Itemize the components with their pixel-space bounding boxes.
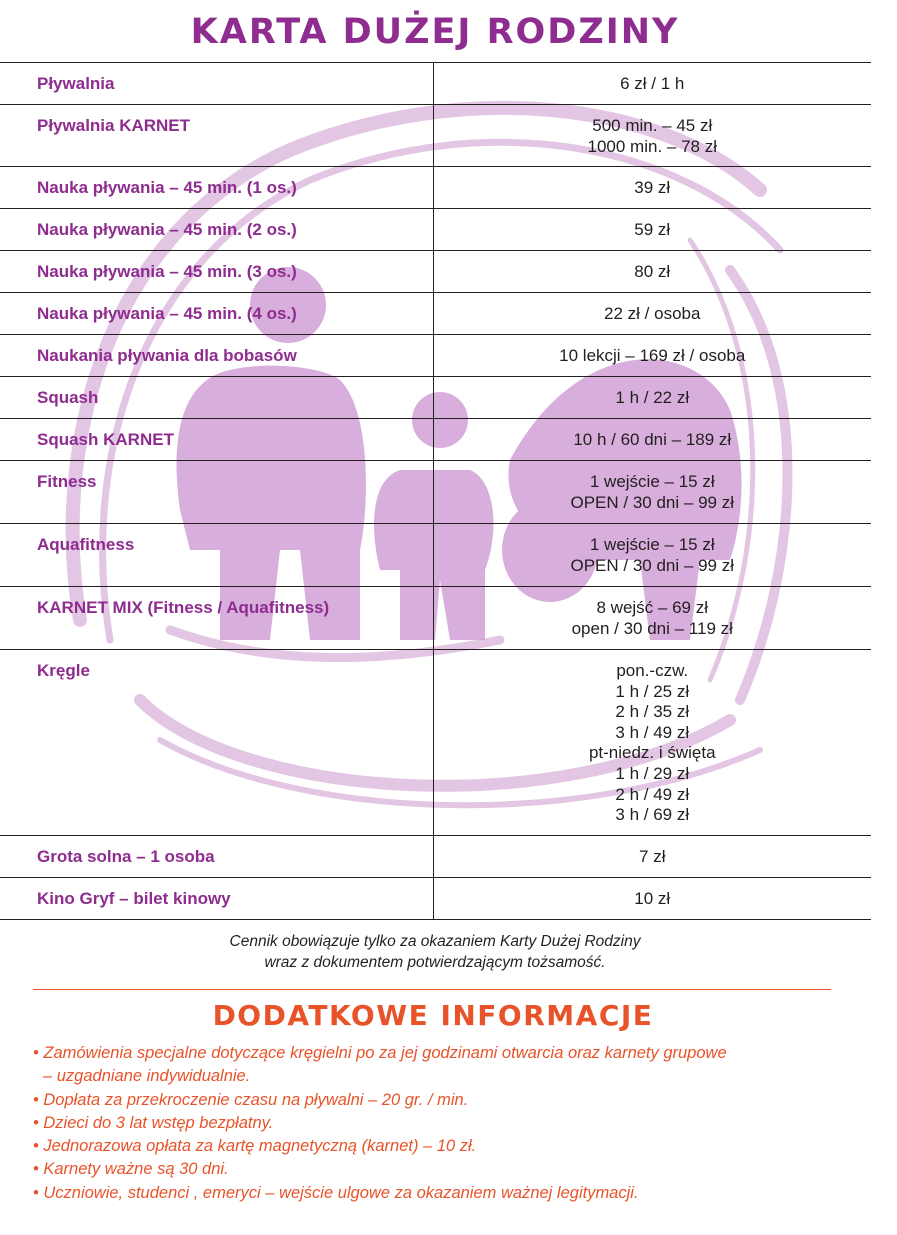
price-line: 8 wejść – 69 zł [596, 598, 708, 617]
price-line: 59 zł [634, 220, 671, 239]
price-row [0, 167, 871, 209]
info-item-text: • Uczniowie, studenci , emeryci – wejście ulgowe za okazaniem ważnej legitymacji. [33, 1183, 639, 1202]
additional-info-title: DODATKOWE INFORMACJE [212, 999, 654, 1032]
price-line: 10 lekcji – 169 zł / osoba [559, 346, 746, 365]
price-line: 7 zł [639, 847, 666, 866]
price-line: 1 h / 22 zł [615, 388, 690, 407]
price-line: OPEN / 30 dni – 99 zł [570, 492, 734, 512]
service-price [433, 524, 871, 587]
service-price [433, 105, 871, 167]
service-name: Squash [0, 377, 433, 419]
service-price [433, 167, 871, 209]
info-item [33, 1158, 863, 1181]
service-price [433, 377, 871, 419]
service-price [433, 878, 871, 920]
price-note-line-1: Cennik obowiązuje tylko za okazaniem Karty Dużej Rodziny [229, 933, 641, 950]
info-item [33, 1112, 863, 1135]
price-line: 3 h / 69 zł [615, 805, 690, 825]
price-line: 2 h / 35 zł [615, 702, 690, 722]
service-name: Nauka pływania – 45 min. (2 os.) [0, 209, 433, 251]
price-line: OPEN / 30 dni – 99 zł [570, 555, 734, 575]
service-name: Nauka pływania – 45 min. (1 os.) [0, 167, 433, 209]
service-name: Nauka pływania – 45 min. (4 os.) [0, 293, 433, 335]
service-name: Nauka pływania – 45 min. (3 os.) [0, 251, 433, 293]
price-line: 10 h / 60 dni – 189 zł [573, 430, 732, 449]
service-price [433, 419, 871, 461]
info-item-text: • Zamówienia specjalne dotyczące kręgielni po za jej godzinami otwarcia oraz karnety grupowe [33, 1044, 727, 1062]
service-name: Kino Gryf – bilet kinowy [0, 878, 433, 920]
service-price [433, 461, 871, 524]
service-name: Pływalnia KARNET [0, 105, 433, 167]
price-row [0, 251, 871, 293]
price-line: 2 h / 49 zł [615, 784, 690, 804]
price-row [0, 836, 871, 878]
price-line: 1 h / 29 zł [615, 763, 690, 783]
service-name: Aquafitness [0, 524, 433, 587]
price-row [0, 63, 871, 105]
info-item [33, 1182, 863, 1205]
price-line: 1000 min. – 78 zł [587, 136, 717, 156]
section-divider [33, 989, 831, 990]
service-name: Squash KARNET [0, 419, 433, 461]
info-item [33, 1089, 863, 1112]
service-name: Grota solna – 1 osoba [0, 836, 433, 878]
service-price [433, 836, 871, 878]
service-name: Pływalnia [0, 63, 433, 105]
price-line: 22 zł / osoba [604, 304, 701, 323]
price-row [0, 650, 871, 836]
service-price [433, 209, 871, 251]
service-price [433, 63, 871, 105]
price-line: 10 zł [634, 889, 671, 908]
info-item-text: • Karnety ważne są 30 dni. [33, 1160, 229, 1179]
price-line: 39 zł [634, 178, 671, 197]
info-item-text: • Dzieci do 3 lat wstęp bezpłatny. [33, 1113, 274, 1132]
price-line: open / 30 dni – 119 zł [571, 618, 733, 638]
price-row [0, 105, 871, 167]
price-line: 6 zł / 1 h [620, 74, 685, 93]
price-row [0, 587, 871, 650]
price-row [0, 878, 871, 920]
price-row [0, 419, 871, 461]
info-item-continuation: – uzgadniane indywidualnie. [43, 1067, 251, 1086]
additional-info-list [33, 1042, 863, 1205]
price-line: 80 zł [634, 262, 671, 281]
price-row [0, 209, 871, 251]
page-title: KARTA DUŻEJ RODZINY [190, 12, 680, 52]
price-note [0, 931, 870, 973]
price-line: pon.-czw. [616, 661, 689, 680]
price-row [0, 524, 871, 587]
price-line: pt-niedz. i święta [588, 743, 716, 763]
info-item [33, 1042, 863, 1089]
price-row [0, 461, 871, 524]
price-row [0, 293, 871, 335]
service-price [433, 251, 871, 293]
service-name: Naukania pływania dla bobasów [0, 335, 433, 377]
price-row [0, 377, 871, 419]
service-name: Fitness [0, 461, 433, 524]
info-item [33, 1135, 863, 1158]
price-row [0, 335, 871, 377]
price-line: 1 wejście – 15 zł [589, 535, 715, 554]
price-line: 1 wejście – 15 zł [589, 472, 715, 491]
service-price [433, 335, 871, 377]
info-item-text: • Jednorazowa opłata za kartę magnetyczną (karnet) – 10 zł. [33, 1137, 477, 1156]
price-note-line-2: wraz z dokumentem potwierdzającym tożsamość. [264, 954, 606, 971]
service-price [433, 293, 871, 335]
price-line: 3 h / 49 zł [615, 722, 690, 742]
service-name: KARNET MIX (Fitness / Aquafitness) [0, 587, 433, 650]
service-price [433, 650, 871, 836]
price-line: 1 h / 25 zł [615, 681, 690, 701]
price-table [0, 62, 871, 920]
price-table-body [0, 63, 871, 920]
info-item-text: • Dopłata za przekroczenie czasu na pływalni – 20 gr. / min. [33, 1090, 469, 1109]
service-name: Kręgle [0, 650, 433, 836]
price-line: 500 min. – 45 zł [592, 116, 713, 135]
service-price [433, 587, 871, 650]
